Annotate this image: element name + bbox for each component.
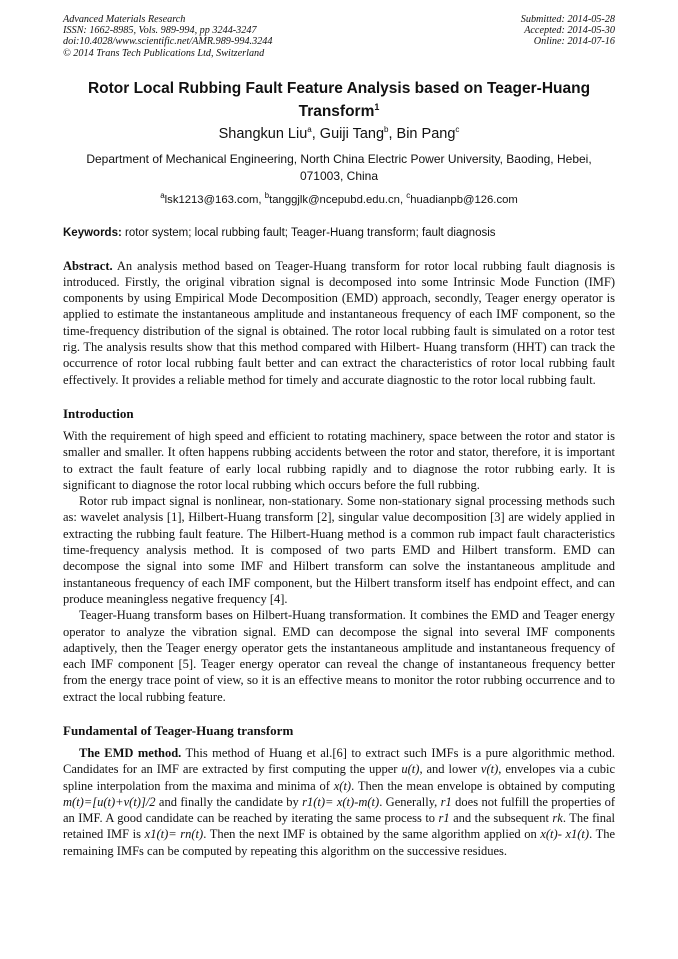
author-emails: $^a$lsk1213@163.com, $^b$tanggjlk@ncepubd.edu.cn, $^c$huadianpb@126.com bbox=[160, 190, 518, 206]
journal-info bbox=[63, 14, 272, 59]
date-online: Online: 2014-07-16 bbox=[533, 36, 615, 48]
section-heading-fundamental: Fundamental of Teager-Huang transform bbox=[63, 722, 294, 738]
intro-paragraph: Rotor rub impact signal is nonlinear, non-stationary. Some non-stationary signal processing methods such as: wavelet analysis [1], Hilbert-Huang transform [2], singular value decomposition [3] are widely applied in extracting the rubbing fault feature. The Hilbert-Huang method is a common rub impact fault characteristics time-frequency analysis method. It is composed of two parts EMD and Hilbert transform. EMD can decompose the signal into some IMF and Hilbert transform can solve the instantaneous amplitude and instantaneous frequency of each IMF component, but the Hilbert transform itself has endpoint effect, and can produce meaningless negative frequency [4]. bbox=[63, 494, 615, 606]
journal-doi: doi:10.4028/www.scientific.net/AMR.989-994.3244 bbox=[63, 36, 273, 48]
author-name: Shangkun Liu bbox=[218, 125, 308, 142]
abstract-label: Abstract. bbox=[63, 258, 113, 273]
date-submitted: Submitted: 2014-05-28 bbox=[520, 14, 615, 25]
author-name: Bin Pang bbox=[396, 125, 456, 142]
email-link[interactable]: lsk1213@163.com bbox=[164, 193, 259, 206]
journal-header bbox=[63, 14, 615, 59]
emd-label: The EMD method. bbox=[79, 745, 182, 760]
journal-copyright: © 2014 Trans Tech Publications Ltd, Switzerland bbox=[63, 47, 265, 59]
title-footnote-mark: 1 bbox=[374, 101, 380, 112]
paper-page bbox=[63, 14, 615, 859]
keywords-label: Keywords: bbox=[63, 226, 122, 239]
date-accepted: Accepted: 2014-05-30 bbox=[524, 25, 615, 37]
journal-name: Advanced Materials Research bbox=[63, 14, 186, 25]
author-list: Shangkun Liu$^a$, Guiji Tang$^b$, Bin Pang$^c$ bbox=[218, 124, 460, 142]
abstract bbox=[63, 258, 615, 388]
publication-dates bbox=[521, 14, 615, 59]
email-link[interactable]: tanggjlk@ncepubd.edu.cn bbox=[269, 193, 400, 206]
abstract-text: An analysis method based on Teager-Huang transform for rotor local rubbing fault diagnosis is introduced. Firstly, the original vibration signal is decomposed into some Intrinsic Mode Function (IMF) components by using Empirical Mode Decomposition (EMD) approach, secondly, Teager energy operator is applied to estimate the instantaneous amplitude and instantaneous frequency of each IMF component, so the time-frequency distribution of the signal is obtained. The rotor local rubbing fault is simulated on a rotor test rig. The analysis results show that this method compared with Hilbert- Huang transform (HHT) can track the occurrence of rotor local rubbing fault better and can extract the characteristics of rotor local rubbing fault effectively. It provides a reliable method for timely and accurate diagnostic to the rotor local rubbing fault. bbox=[63, 258, 615, 387]
affiliation: Department of Mechanical Engineering, North China Electric Power University, Baoding, Hebei, 071003, China bbox=[86, 151, 592, 183]
paper-title: Rotor Local Rubbing Fault Feature Analysis based on Teager-Huang Transform$^1$ bbox=[87, 79, 591, 120]
keywords-text: rotor system; local rubbing fault; Teager-Huang transform; fault diagnosis bbox=[125, 226, 496, 239]
intro-paragraph: With the requirement of high speed and efficient to rotating machinery, space between the rotor and stator is smaller and smaller. It often happens rubbing accidents between the rotor and stator, therefore, it is important to extract the fault feature of early local rubbing rapidly and to diagnose the rotor rubbing early. It is significant to diagnose the rotor local rubbing which occurs before the full rubbing. bbox=[63, 428, 615, 492]
keywords bbox=[63, 227, 615, 239]
email-link[interactable]: huadianpb@126.com bbox=[410, 193, 518, 206]
journal-issn: ISSN: 1662-8985, Vols. 989-994, pp 3244-3247 bbox=[63, 25, 257, 37]
intro-paragraph: Teager-Huang transform bases on Hilbert-Huang transformation. It combines the EMD and Teager energy operator to analyze the vibration signal. EMD can decompose the signal into several IMF components adaptively, then the Teager energy operator gets the instantaneous amplitude and instantaneous frequency of each IMF component [5]. Teager energy operator can reveal the change of instantaneous frequency better from the energy trace point of view, so it is an effective means to monitor the rotor rubbing occurrence and to extract the local rubbing feature. bbox=[63, 608, 615, 704]
emd-paragraph: The EMD method. This method of Huang et al.[6] to extract such IMFs is a pure algorithmic method. Candidates for an IMF are extracted by first computing the upper u(t), and lower v(t), envelopes via a cubic spline interpolation from the maxima and minima of x(t). Then the mean envelope is obtained by computing m(t)=[u(t)+v(t)]/2 and finally the candidate by r1(t)= x(t)-m(t). Generally, r1 does not fulfill the properties of an IMF. A good candidate can be reached by iterating the same process to r1 and the subsequent rk. The final retained IMF is x1(t)= rn(t). Then the next IMF is obtained by the same algorithm applied on x(t)- x1(t). The remaining IMFs can be computed by repeating this algorithm on the successive residues. bbox=[63, 745, 616, 858]
section-heading-introduction: Introduction bbox=[63, 405, 134, 421]
author-name: Guiji Tang bbox=[319, 125, 385, 142]
